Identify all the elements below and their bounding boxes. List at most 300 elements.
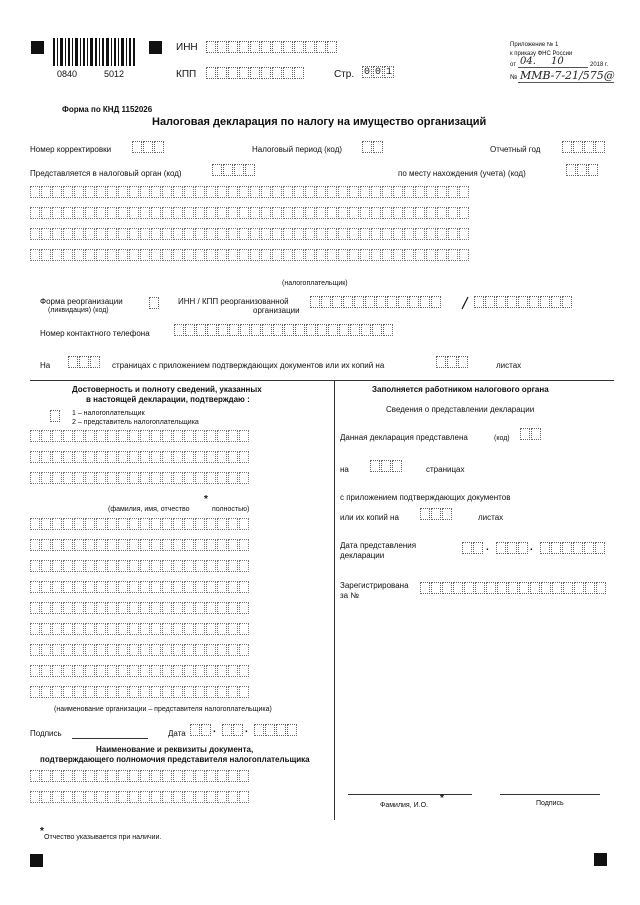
grid-cell[interactable] xyxy=(151,539,161,551)
grid-cell[interactable] xyxy=(437,207,447,219)
grid-cell[interactable] xyxy=(41,644,51,656)
grid-cell[interactable] xyxy=(404,207,414,219)
grid-cell[interactable] xyxy=(151,560,161,572)
sheets-count-field[interactable] xyxy=(436,356,469,368)
grid-cell[interactable] xyxy=(162,602,172,614)
grid-cell[interactable] xyxy=(316,228,326,240)
grid-cell[interactable] xyxy=(63,186,73,198)
grid-cell[interactable] xyxy=(85,602,95,614)
grid-cell[interactable] xyxy=(228,644,238,656)
grid-cell[interactable] xyxy=(74,602,84,614)
grid-cell[interactable] xyxy=(184,560,194,572)
grid-cell[interactable] xyxy=(129,186,139,198)
grid-cell[interactable] xyxy=(96,518,106,530)
grid-cell[interactable] xyxy=(96,770,106,782)
submitted-to-field[interactable] xyxy=(212,164,256,176)
grid-cell[interactable] xyxy=(140,207,150,219)
grid-cell[interactable] xyxy=(371,249,381,261)
grid-cell[interactable] xyxy=(118,249,128,261)
grid-cell[interactable] xyxy=(195,472,205,484)
grid-cell[interactable] xyxy=(162,186,172,198)
grid-cell[interactable] xyxy=(184,228,194,240)
grid-cell[interactable] xyxy=(140,602,150,614)
grid-cell[interactable] xyxy=(129,207,139,219)
grid-cell[interactable] xyxy=(382,228,392,240)
grid-cell[interactable] xyxy=(129,665,139,677)
grid-cell[interactable] xyxy=(107,560,117,572)
grid-cell[interactable] xyxy=(294,249,304,261)
grid-cell[interactable] xyxy=(63,623,73,635)
grid-cell[interactable] xyxy=(162,472,172,484)
grid-cell[interactable] xyxy=(41,560,51,572)
grid-cell[interactable] xyxy=(52,581,62,593)
grid-cell[interactable] xyxy=(173,186,183,198)
grid-cell[interactable] xyxy=(107,665,117,677)
grid-cell[interactable] xyxy=(228,791,238,803)
doc-grid[interactable] xyxy=(30,770,250,812)
grid-cell[interactable] xyxy=(184,207,194,219)
grid-cell[interactable] xyxy=(74,665,84,677)
official-fio-line[interactable] xyxy=(348,794,472,795)
grid-cell[interactable] xyxy=(426,249,436,261)
grid-cell[interactable] xyxy=(206,451,216,463)
grid-cell[interactable] xyxy=(96,249,106,261)
grid-cell[interactable] xyxy=(162,249,172,261)
grid-cell[interactable] xyxy=(217,539,227,551)
grid-cell[interactable] xyxy=(239,539,249,551)
grid-cell[interactable] xyxy=(173,451,183,463)
grid-cell[interactable] xyxy=(448,249,458,261)
org-name-grid[interactable] xyxy=(30,518,250,707)
signature-line[interactable] xyxy=(72,738,148,739)
grid-cell[interactable] xyxy=(41,451,51,463)
grid-cell[interactable] xyxy=(228,623,238,635)
grid-cell[interactable] xyxy=(228,228,238,240)
submission-date-month[interactable] xyxy=(496,542,529,554)
grid-cell[interactable] xyxy=(52,430,62,442)
grid-cell[interactable] xyxy=(96,186,106,198)
grid-cell[interactable] xyxy=(184,539,194,551)
grid-cell[interactable] xyxy=(129,430,139,442)
grid-cell[interactable] xyxy=(327,228,337,240)
grid-cell[interactable] xyxy=(239,791,249,803)
grid-cell[interactable] xyxy=(41,539,51,551)
grid-cell[interactable] xyxy=(195,770,205,782)
grid-cell[interactable] xyxy=(272,186,282,198)
grid-cell[interactable] xyxy=(261,228,271,240)
grid-cell[interactable] xyxy=(129,539,139,551)
phone-field[interactable] xyxy=(174,324,394,336)
grid-cell[interactable] xyxy=(85,451,95,463)
grid-cell[interactable] xyxy=(140,249,150,261)
grid-cell[interactable] xyxy=(85,472,95,484)
grid-cell[interactable] xyxy=(30,249,40,261)
grid-cell[interactable] xyxy=(195,451,205,463)
grid-cell[interactable] xyxy=(30,665,40,677)
grid-cell[interactable] xyxy=(206,602,216,614)
grid-cell[interactable] xyxy=(327,207,337,219)
grid-cell[interactable] xyxy=(151,451,161,463)
grid-cell[interactable] xyxy=(162,207,172,219)
grid-cell[interactable] xyxy=(184,186,194,198)
grid-cell[interactable] xyxy=(206,207,216,219)
location-field[interactable] xyxy=(566,164,599,176)
grid-cell[interactable] xyxy=(63,644,73,656)
grid-cell[interactable] xyxy=(30,228,40,240)
grid-cell[interactable] xyxy=(162,686,172,698)
grid-cell[interactable] xyxy=(96,228,106,240)
grid-cell[interactable] xyxy=(129,518,139,530)
grid-cell[interactable] xyxy=(129,472,139,484)
grid-cell[interactable] xyxy=(118,539,128,551)
grid-cell[interactable] xyxy=(239,581,249,593)
grid-cell[interactable] xyxy=(107,186,117,198)
grid-cell[interactable] xyxy=(371,228,381,240)
grid-cell[interactable] xyxy=(426,186,436,198)
grid-cell[interactable] xyxy=(228,686,238,698)
grid-cell[interactable] xyxy=(41,249,51,261)
grid-cell[interactable] xyxy=(30,186,40,198)
grid-cell[interactable] xyxy=(272,249,282,261)
grid-cell[interactable] xyxy=(151,602,161,614)
grid-cell[interactable] xyxy=(151,791,161,803)
grid-cell[interactable] xyxy=(162,791,172,803)
grid-cell[interactable] xyxy=(239,472,249,484)
grid-cell[interactable] xyxy=(228,581,238,593)
grid-cell[interactable] xyxy=(118,791,128,803)
grid-cell[interactable] xyxy=(360,228,370,240)
grid-cell[interactable] xyxy=(184,518,194,530)
grid-cell[interactable] xyxy=(140,539,150,551)
grid-cell[interactable] xyxy=(85,770,95,782)
grid-cell[interactable] xyxy=(118,451,128,463)
grid-cell[interactable] xyxy=(118,207,128,219)
grid-cell[interactable] xyxy=(173,518,183,530)
grid-cell[interactable] xyxy=(30,770,40,782)
grid-cell[interactable] xyxy=(173,644,183,656)
grid-cell[interactable] xyxy=(162,539,172,551)
grid-cell[interactable] xyxy=(41,665,51,677)
grid-cell[interactable] xyxy=(63,518,73,530)
grid-cell[interactable] xyxy=(63,602,73,614)
grid-cell[interactable] xyxy=(217,430,227,442)
grid-cell[interactable] xyxy=(360,186,370,198)
grid-cell[interactable] xyxy=(338,207,348,219)
grid-cell[interactable] xyxy=(74,249,84,261)
grid-cell[interactable] xyxy=(162,228,172,240)
grid-cell[interactable] xyxy=(107,539,117,551)
grid-cell[interactable] xyxy=(107,581,117,593)
grid-cell[interactable] xyxy=(63,665,73,677)
grid-cell[interactable] xyxy=(162,581,172,593)
grid-cell[interactable] xyxy=(140,518,150,530)
grid-cell[interactable] xyxy=(283,186,293,198)
grid-cell[interactable] xyxy=(96,581,106,593)
grid-cell[interactable] xyxy=(459,249,469,261)
grid-cell[interactable] xyxy=(173,430,183,442)
grid-cell[interactable] xyxy=(129,581,139,593)
grid-cell[interactable] xyxy=(129,623,139,635)
grid-cell[interactable] xyxy=(184,791,194,803)
grid-cell[interactable] xyxy=(195,623,205,635)
grid-cell[interactable] xyxy=(52,518,62,530)
right-pages-field[interactable] xyxy=(370,460,403,472)
grid-cell[interactable] xyxy=(74,186,84,198)
grid-cell[interactable] xyxy=(426,207,436,219)
grid-cell[interactable] xyxy=(184,644,194,656)
grid-cell[interactable] xyxy=(74,228,84,240)
grid-cell[interactable] xyxy=(305,249,315,261)
grid-cell[interactable] xyxy=(239,430,249,442)
grid-cell[interactable] xyxy=(151,644,161,656)
grid-cell[interactable] xyxy=(217,623,227,635)
grid-cell[interactable] xyxy=(85,686,95,698)
grid-cell[interactable] xyxy=(118,560,128,572)
reorg-form-field[interactable] xyxy=(149,297,160,309)
grid-cell[interactable] xyxy=(272,228,282,240)
grid-cell[interactable] xyxy=(327,186,337,198)
grid-cell[interactable] xyxy=(217,686,227,698)
grid-cell[interactable] xyxy=(140,665,150,677)
grid-cell[interactable] xyxy=(393,207,403,219)
grid-cell[interactable] xyxy=(195,228,205,240)
grid-cell[interactable] xyxy=(239,623,249,635)
grid-cell[interactable] xyxy=(404,186,414,198)
grid-cell[interactable] xyxy=(52,644,62,656)
grid-cell[interactable] xyxy=(107,518,117,530)
grid-cell[interactable] xyxy=(195,539,205,551)
grid-cell[interactable] xyxy=(206,472,216,484)
grid-cell[interactable] xyxy=(338,228,348,240)
grid-cell[interactable] xyxy=(239,228,249,240)
kpp-field[interactable] xyxy=(206,67,305,79)
grid-cell[interactable] xyxy=(63,686,73,698)
grid-cell[interactable] xyxy=(294,186,304,198)
grid-cell[interactable] xyxy=(195,665,205,677)
grid-cell[interactable] xyxy=(30,602,40,614)
grid-cell[interactable] xyxy=(228,207,238,219)
grid-cell[interactable] xyxy=(382,207,392,219)
sign-date-year[interactable] xyxy=(254,724,298,736)
official-signature-line[interactable] xyxy=(500,794,600,795)
sign-date-day[interactable] xyxy=(190,724,212,736)
grid-cell[interactable] xyxy=(195,686,205,698)
grid-cell[interactable] xyxy=(239,249,249,261)
grid-cell[interactable] xyxy=(96,791,106,803)
grid-cell[interactable] xyxy=(349,228,359,240)
grid-cell[interactable] xyxy=(151,430,161,442)
grid-cell[interactable] xyxy=(63,228,73,240)
grid-cell[interactable] xyxy=(96,430,106,442)
grid-cell[interactable] xyxy=(206,539,216,551)
grid-cell[interactable] xyxy=(85,644,95,656)
grid-cell[interactable] xyxy=(217,644,227,656)
grid-cell[interactable] xyxy=(239,518,249,530)
grid-cell[interactable] xyxy=(415,249,425,261)
grid-cell[interactable] xyxy=(173,686,183,698)
grid-cell[interactable] xyxy=(129,228,139,240)
grid-cell[interactable] xyxy=(250,186,260,198)
grid-cell[interactable] xyxy=(305,207,315,219)
grid-cell[interactable] xyxy=(437,228,447,240)
grid-cell[interactable] xyxy=(404,249,414,261)
grid-cell[interactable] xyxy=(195,186,205,198)
grid-cell[interactable] xyxy=(239,665,249,677)
grid-cell[interactable] xyxy=(151,686,161,698)
grid-cell[interactable] xyxy=(316,186,326,198)
grid-cell[interactable] xyxy=(162,644,172,656)
grid-cell[interactable] xyxy=(107,228,117,240)
grid-cell[interactable] xyxy=(217,472,227,484)
grid-cell[interactable] xyxy=(85,791,95,803)
grid-cell[interactable] xyxy=(140,560,150,572)
grid-cell[interactable] xyxy=(239,207,249,219)
grid-cell[interactable] xyxy=(217,665,227,677)
grid-cell[interactable] xyxy=(239,770,249,782)
grid-cell[interactable] xyxy=(63,791,73,803)
grid-cell[interactable] xyxy=(206,665,216,677)
grid-cell[interactable] xyxy=(217,228,227,240)
grid-cell[interactable] xyxy=(404,228,414,240)
grid-cell[interactable] xyxy=(239,560,249,572)
grid-cell[interactable] xyxy=(107,472,117,484)
grid-cell[interactable] xyxy=(151,665,161,677)
grid-cell[interactable] xyxy=(206,228,216,240)
grid-cell[interactable] xyxy=(393,228,403,240)
grid-cell[interactable] xyxy=(349,186,359,198)
grid-cell[interactable] xyxy=(74,791,84,803)
grid-cell[interactable] xyxy=(283,228,293,240)
grid-cell[interactable] xyxy=(52,560,62,572)
grid-cell[interactable] xyxy=(415,207,425,219)
grid-cell[interactable] xyxy=(206,581,216,593)
grid-cell[interactable] xyxy=(184,472,194,484)
grid-cell[interactable] xyxy=(96,644,106,656)
grid-cell[interactable] xyxy=(30,472,40,484)
grid-cell[interactable] xyxy=(173,560,183,572)
grid-cell[interactable] xyxy=(107,791,117,803)
grid-cell[interactable] xyxy=(30,581,40,593)
grid-cell[interactable] xyxy=(63,539,73,551)
grid-cell[interactable] xyxy=(30,791,40,803)
grid-cell[interactable] xyxy=(74,560,84,572)
grid-cell[interactable] xyxy=(74,686,84,698)
grid-cell[interactable] xyxy=(250,207,260,219)
grid-cell[interactable] xyxy=(151,228,161,240)
grid-cell[interactable] xyxy=(415,228,425,240)
grid-cell[interactable] xyxy=(206,430,216,442)
grid-cell[interactable] xyxy=(30,451,40,463)
grid-cell[interactable] xyxy=(162,560,172,572)
grid-cell[interactable] xyxy=(261,249,271,261)
grid-cell[interactable] xyxy=(96,602,106,614)
grid-cell[interactable] xyxy=(338,186,348,198)
grid-cell[interactable] xyxy=(162,430,172,442)
grid-cell[interactable] xyxy=(448,207,458,219)
grid-cell[interactable] xyxy=(448,186,458,198)
grid-cell[interactable] xyxy=(382,186,392,198)
grid-cell[interactable] xyxy=(74,451,84,463)
sign-date-month[interactable] xyxy=(222,724,244,736)
reorg-inn-field[interactable] xyxy=(310,296,442,308)
grid-cell[interactable] xyxy=(129,770,139,782)
grid-cell[interactable] xyxy=(151,581,161,593)
grid-cell[interactable] xyxy=(74,539,84,551)
grid-cell[interactable] xyxy=(184,770,194,782)
correction-number-field[interactable] xyxy=(132,141,165,153)
grid-cell[interactable] xyxy=(74,623,84,635)
grid-cell[interactable] xyxy=(448,228,458,240)
grid-cell[interactable] xyxy=(162,518,172,530)
grid-cell[interactable] xyxy=(140,472,150,484)
grid-cell[interactable] xyxy=(107,623,117,635)
grid-cell[interactable] xyxy=(63,770,73,782)
grid-cell[interactable] xyxy=(118,186,128,198)
grid-cell[interactable] xyxy=(184,665,194,677)
grid-cell[interactable] xyxy=(228,602,238,614)
grid-cell[interactable] xyxy=(140,623,150,635)
grid-cell[interactable] xyxy=(30,539,40,551)
grid-cell[interactable] xyxy=(41,472,51,484)
grid-cell[interactable] xyxy=(415,186,425,198)
confirmer-type-field[interactable] xyxy=(50,410,61,422)
grid-cell[interactable] xyxy=(96,207,106,219)
grid-cell[interactable] xyxy=(228,665,238,677)
grid-cell[interactable] xyxy=(217,602,227,614)
grid-cell[interactable] xyxy=(228,451,238,463)
grid-cell[interactable] xyxy=(118,602,128,614)
grid-cell[interactable] xyxy=(206,623,216,635)
grid-cell[interactable] xyxy=(63,451,73,463)
grid-cell[interactable] xyxy=(85,581,95,593)
grid-cell[interactable] xyxy=(118,518,128,530)
grid-cell[interactable] xyxy=(140,686,150,698)
grid-cell[interactable] xyxy=(107,207,117,219)
grid-cell[interactable] xyxy=(184,249,194,261)
grid-cell[interactable] xyxy=(327,249,337,261)
grid-cell[interactable] xyxy=(426,228,436,240)
grid-cell[interactable] xyxy=(74,518,84,530)
grid-cell[interactable] xyxy=(118,644,128,656)
grid-cell[interactable] xyxy=(228,249,238,261)
grid-cell[interactable] xyxy=(217,791,227,803)
grid-cell[interactable] xyxy=(173,539,183,551)
grid-cell[interactable] xyxy=(162,665,172,677)
grid-cell[interactable] xyxy=(107,430,117,442)
grid-cell[interactable] xyxy=(74,581,84,593)
grid-cell[interactable] xyxy=(85,518,95,530)
grid-cell[interactable] xyxy=(41,602,51,614)
grid-cell[interactable] xyxy=(63,472,73,484)
submission-date-year[interactable] xyxy=(540,542,606,554)
grid-cell[interactable] xyxy=(96,539,106,551)
grid-cell[interactable] xyxy=(184,686,194,698)
grid-cell[interactable] xyxy=(74,472,84,484)
grid-cell[interactable] xyxy=(250,228,260,240)
grid-cell[interactable] xyxy=(206,686,216,698)
grid-cell[interactable] xyxy=(151,518,161,530)
grid-cell[interactable] xyxy=(140,644,150,656)
grid-cell[interactable] xyxy=(437,186,447,198)
grid-cell[interactable] xyxy=(217,451,227,463)
grid-cell[interactable] xyxy=(118,581,128,593)
grid-cell[interactable] xyxy=(96,686,106,698)
grid-cell[interactable] xyxy=(63,207,73,219)
grid-cell[interactable] xyxy=(96,665,106,677)
grid-cell[interactable] xyxy=(195,518,205,530)
grid-cell[interactable] xyxy=(382,249,392,261)
grid-cell[interactable] xyxy=(41,686,51,698)
